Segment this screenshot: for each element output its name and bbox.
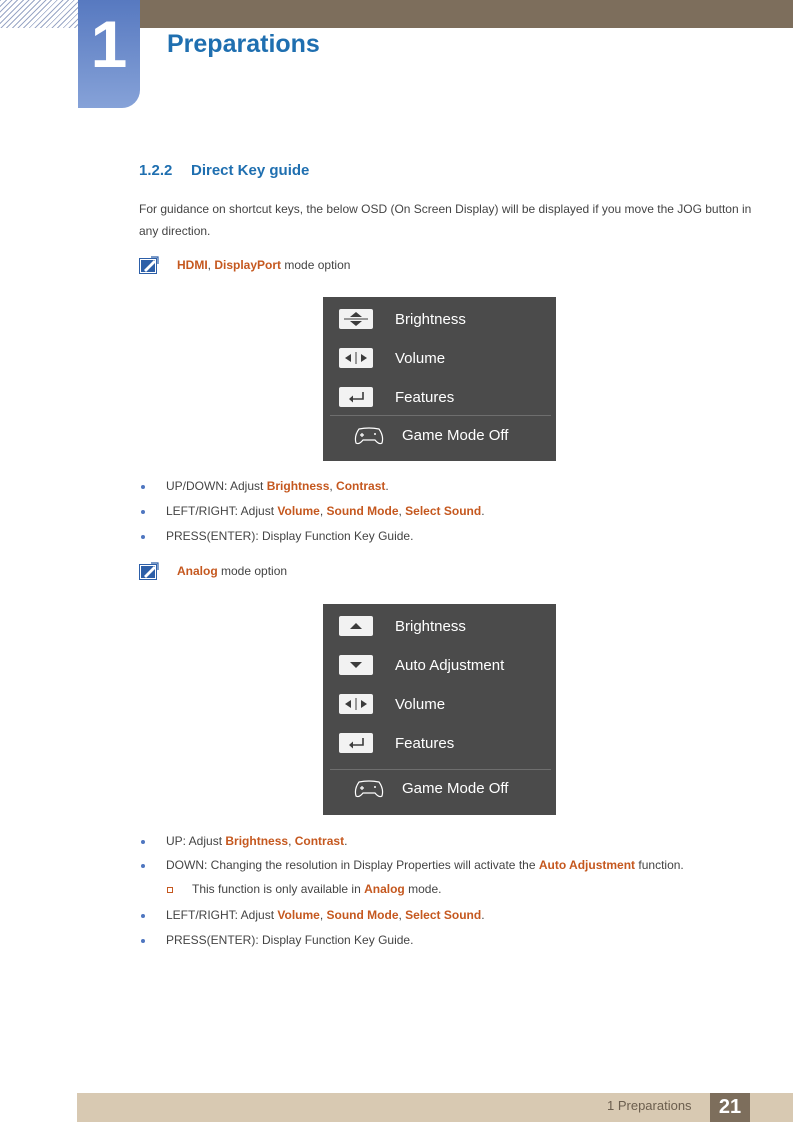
osd-label: Volume <box>395 696 446 713</box>
left-right-icon <box>339 348 373 368</box>
osd-label: Brightness <box>395 311 466 328</box>
section-title: Direct Key guide <box>191 162 310 179</box>
footer-chapter-label: 1 Preparations <box>607 1098 692 1113</box>
game-mode-label: Game Mode Off <box>402 780 509 797</box>
up-down-icon <box>339 309 373 329</box>
up-icon <box>339 616 373 636</box>
osd-row-features <box>323 731 556 759</box>
gamepad-icon <box>353 426 385 446</box>
analog-bullet-list <box>139 834 684 947</box>
osd-row-auto-adjustment <box>323 653 556 681</box>
list-item: LEFT/RIGHT: Adjust Volume, Sound Mode, Select Sound. <box>139 504 485 518</box>
note-icon <box>139 562 159 580</box>
game-mode-label: Game Mode Off <box>402 427 509 444</box>
osd-divider <box>330 769 551 770</box>
list-subitem: This function is only available in Analog mode. <box>139 882 684 896</box>
note-text: mode option <box>217 564 288 578</box>
osd-row-volume <box>323 692 556 720</box>
note-hdmi-displayport: HDMI, DisplayPort mode option <box>139 256 350 274</box>
enter-icon <box>339 733 373 753</box>
list-item: DOWN: Changing the resolution in Display Properties will activate the Auto Adjustment function. <box>139 858 684 872</box>
list-item: PRESS(ENTER): Display Function Key Guide. <box>139 529 485 543</box>
osd-row-features <box>323 385 556 413</box>
osd-row-game-mode <box>323 423 556 451</box>
osd-row-brightness <box>323 614 556 642</box>
note-text: mode option <box>281 258 351 272</box>
osd-divider <box>330 415 551 416</box>
down-icon <box>339 655 373 675</box>
osd-label: Features <box>395 389 455 406</box>
osd-label: Brightness <box>395 618 466 635</box>
osd-row-game-mode <box>323 776 556 804</box>
osd-label: Features <box>395 735 455 752</box>
chapter-title: Preparations <box>167 30 320 58</box>
osd-row-volume <box>323 346 556 374</box>
gamepad-icon <box>353 779 385 799</box>
osd-panel-analog <box>323 604 556 815</box>
header-hatch-decoration <box>0 0 78 28</box>
note-icon <box>139 256 159 274</box>
list-item: PRESS(ENTER): Display Function Key Guide. <box>139 933 684 947</box>
enter-icon <box>339 387 373 407</box>
note-highlight-analog: Analog <box>177 564 218 578</box>
osd-row-brightness <box>323 307 556 335</box>
chapter-number: 1 <box>90 7 128 81</box>
list-item: LEFT/RIGHT: Adjust Volume, Sound Mode, Select Sound. <box>139 908 684 922</box>
note-highlight-displayport: DisplayPort <box>214 258 282 272</box>
header-bar <box>140 0 793 28</box>
left-right-icon <box>339 694 373 714</box>
hdmi-bullet-list <box>139 479 485 543</box>
osd-panel-hdmi <box>323 297 556 461</box>
note-analog <box>139 562 287 580</box>
osd-label: Volume <box>395 350 446 367</box>
osd-label: Auto Adjustment <box>395 657 505 674</box>
list-item: UP: Adjust Brightness, Contrast. <box>139 834 684 848</box>
section-heading <box>139 162 309 179</box>
list-item: UP/DOWN: Adjust Brightness, Contrast. <box>139 479 485 493</box>
intro-paragraph: For guidance on shortcut keys, the below OSD (On Screen Display) will be displayed if you move the JOG button in any direction. <box>139 202 752 238</box>
page-number: 21 <box>710 1093 750 1122</box>
section-number: 1.2.2 <box>139 162 173 179</box>
note-highlight-hdmi: HDMI <box>177 258 208 272</box>
